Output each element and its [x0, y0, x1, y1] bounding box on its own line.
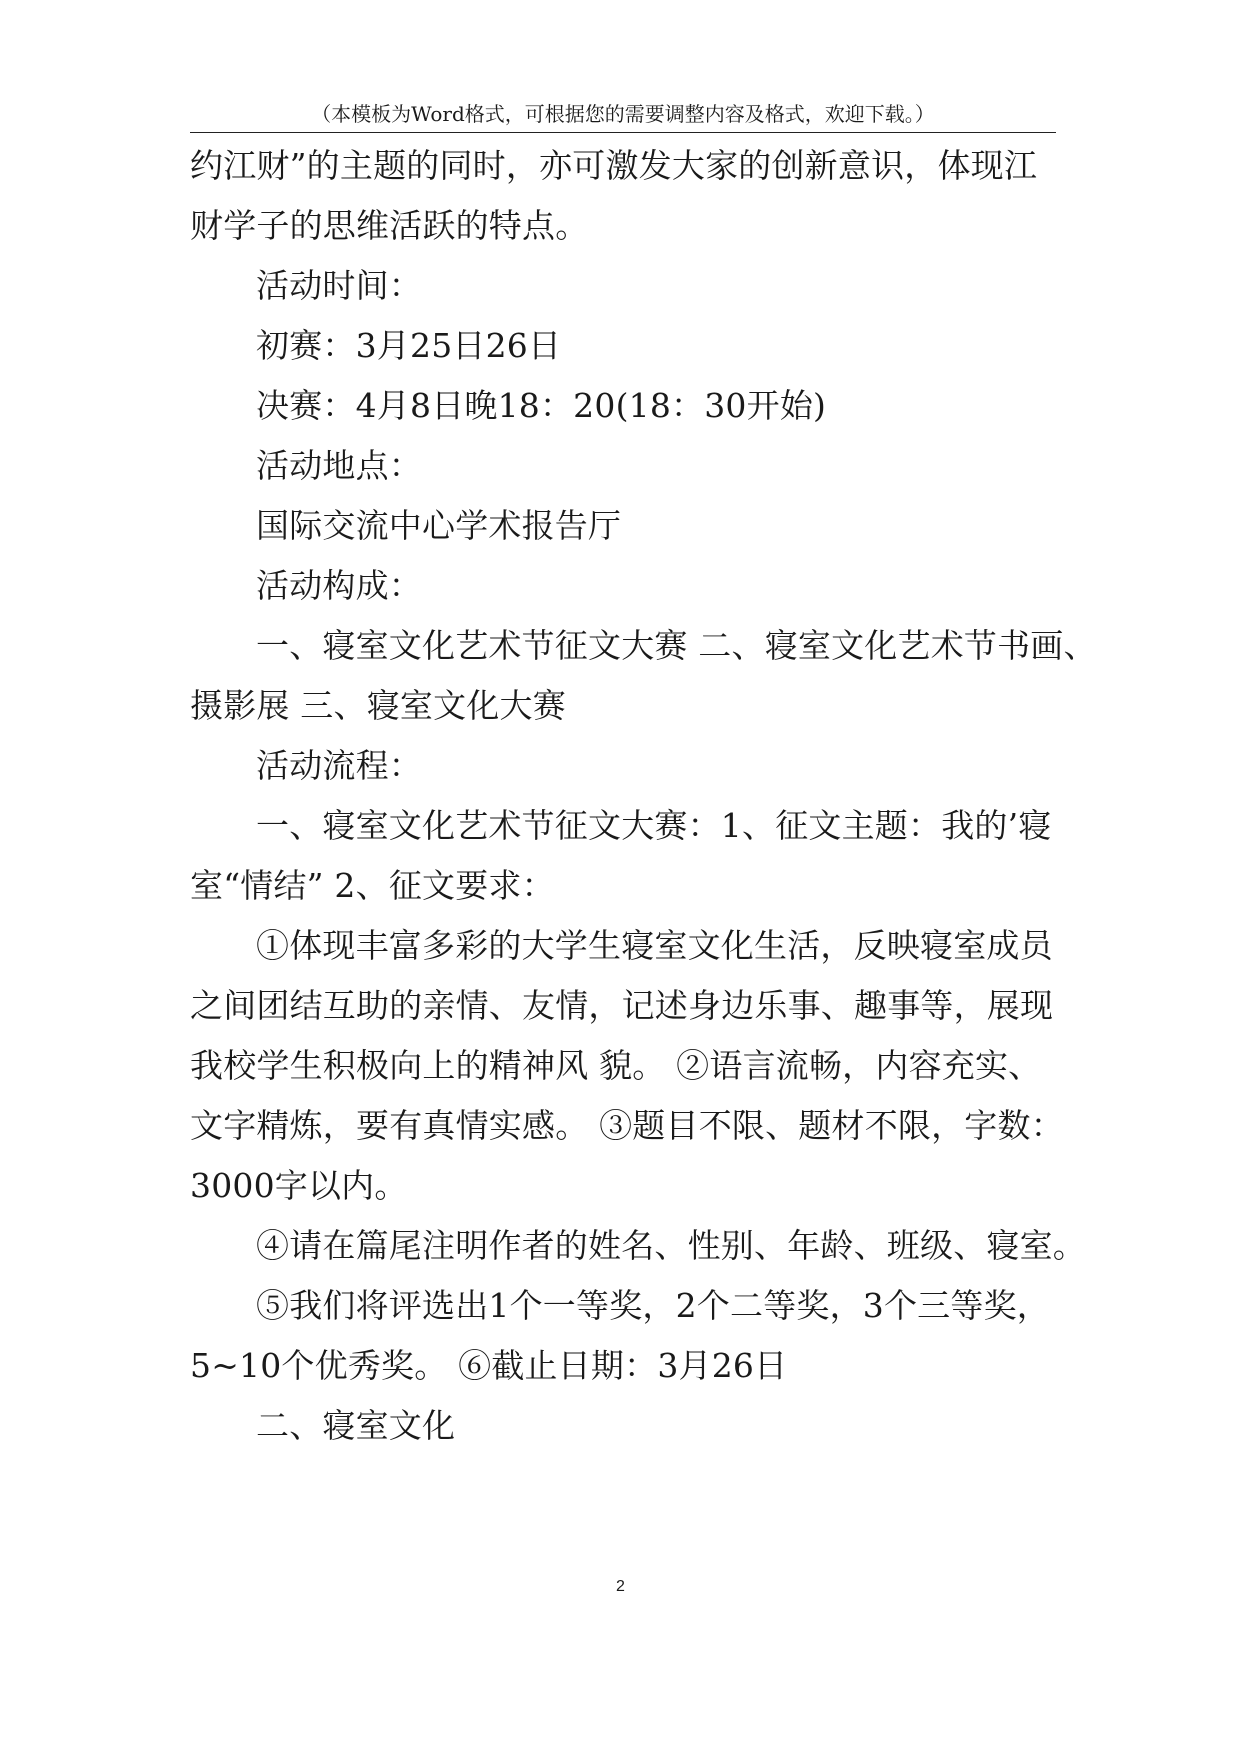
body-line: 一、寝室文化艺术节征文大赛 二、寝室文化艺术节书画、: [256, 626, 1097, 665]
section-heading-dorm-culture: 二、寝室文化: [256, 1406, 456, 1445]
body-line-location: 国际交流中心学术报告厅: [256, 506, 622, 545]
header-divider: [190, 132, 1056, 133]
body-line: 一、寝室文化艺术节征文大赛：1、征文主题：我的’寝: [256, 806, 1052, 845]
body-line: 室“情结” 2、征文要求：: [190, 866, 555, 905]
page-number: 2: [616, 1578, 625, 1595]
body-line: 文字精炼，要有真情实感。 ③题目不限、题材不限，字数：: [190, 1106, 1064, 1145]
body-line-preliminary-date: 初赛：3月25日26日: [256, 326, 562, 365]
body-line: 我校学生积极向上的精神风 貌。 ②语言流畅，内容充实、: [190, 1046, 1042, 1085]
section-heading-activity-composition: 活动构成：: [256, 566, 422, 605]
section-heading-activity-location: 活动地点：: [256, 446, 422, 485]
body-line: 5~10个优秀奖。 ⑥截止日期：3月26日: [190, 1346, 788, 1385]
body-line: ④请在篇尾注明作者的姓名、性别、年龄、班级、寝室。: [256, 1226, 1086, 1265]
body-line-final-date: 决赛：4月8日晚18：20(18：30开始): [256, 386, 827, 425]
body-line: 3000字以内。: [190, 1166, 408, 1205]
body-line: ①体现丰富多彩的大学生寝室文化生活，反映寝室成员: [256, 926, 1053, 965]
section-heading-activity-process: 活动流程：: [256, 746, 422, 785]
body-line: 约江财”的主题的同时，亦可激发大家的创新意识，体现江: [190, 146, 1038, 185]
body-line: 财学子的思维活跃的特点。: [190, 206, 589, 245]
page-header-notice: （本模板为Word格式，可根据您的需要调整内容及格式，欢迎下载。）: [311, 102, 935, 126]
body-line: ⑤我们将评选出1个一等奖，2个二等奖，3个三等奖，: [256, 1286, 1050, 1325]
body-line: 之间团结互助的亲情、友情，记述身边乐事、趣事等，展现: [190, 986, 1054, 1025]
section-heading-activity-time: 活动时间：: [256, 266, 422, 305]
body-line: 摄影展 三、寝室文化大赛: [190, 686, 566, 725]
